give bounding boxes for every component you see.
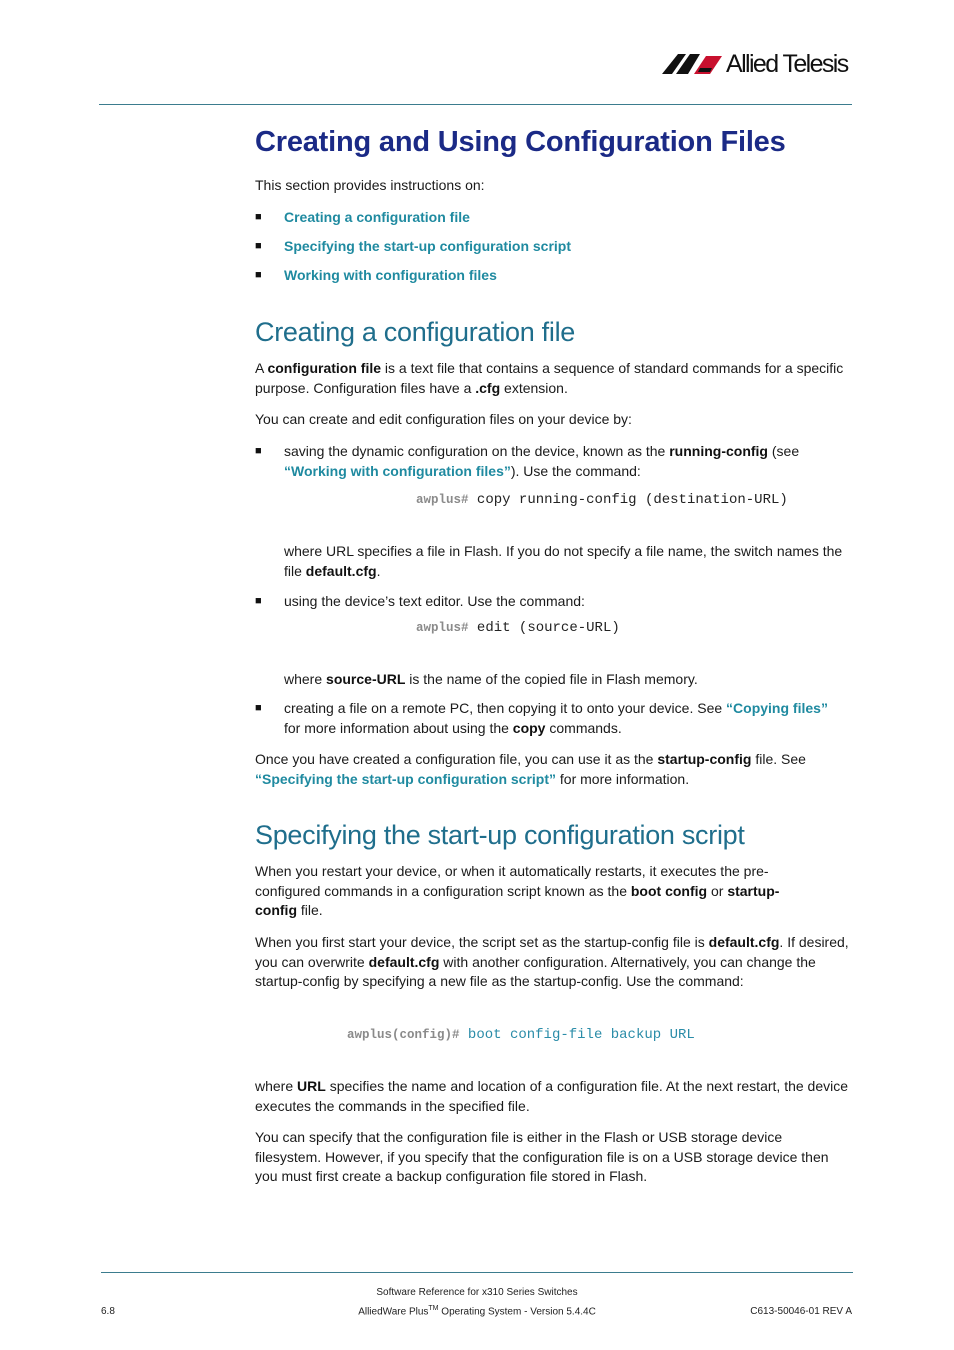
link-working-with-config[interactable]: “Working with configuration files” — [284, 462, 511, 479]
allied-telesis-logo — [660, 50, 855, 80]
footer-title: Software Reference for x310 Series Switches — [376, 1287, 578, 1298]
footer-os-version: AlliedWare Plus™ Operating System - Version 5.4.4C — [358, 1305, 596, 1318]
document-id: C613-50046-01 REV A — [750, 1306, 852, 1317]
logo-text: Allied Telesis — [726, 50, 848, 78]
toc-link-creating[interactable]: Creating a configuration file — [284, 209, 470, 225]
code-copy-running-config: awplus# copy running-config (destination-URL) — [416, 492, 788, 508]
footer-rule — [101, 1272, 853, 1273]
section-heading-creating: Creating a configuration file — [255, 317, 575, 347]
s1-item-2: using the device’s text editor. Use the command: — [284, 593, 585, 609]
s1-paragraph-3: Once you have created a configuration file, you can use it as the startup-config file. See “Specifying the start-up configuration script” for more information. — [255, 751, 806, 787]
s2-paragraph-1: When you restart your device, or when it automatically restarts, it executes the pre-configured commands in a configuration script known as the boot config or startup-config file. — [255, 863, 780, 918]
toc-link-working[interactable]: Working with configuration files — [284, 267, 497, 283]
s2-paragraph-2: When you first start your device, the script set as the startup-config file is default.cfg. If desired, you can overwrite default.cfg with another configuration. Alternatively, you can change the startup-config by specifying a new file as the startup-config. Use the command: — [255, 934, 849, 989]
s1-item-3: creating a file on a remote PC, then copying it to onto your device. See “Copying files” for more information about using the copy commands. — [284, 700, 828, 736]
bullet-icon: ■ — [255, 240, 262, 252]
s2-paragraph-4: You can specify that the configuration file is either in the Flash or USB storage device filesystem. However, if you specify that the configuration file is on a USB storage device then you must first create a backup configuration file stored in Flash. — [255, 1129, 829, 1184]
s1-paragraph-2: You can create and edit configuration files on your device by: — [255, 411, 632, 427]
code-edit: awplus# edit (source-URL) — [416, 620, 620, 636]
page-number: 6.8 — [101, 1306, 115, 1317]
section-heading-specifying: Specifying the start-up configuration script — [255, 820, 745, 850]
s1-where-1: where URL specifies a file in Flash. If you do not specify a file name, the switch names the file default.cfg. — [284, 543, 843, 579]
bullet-icon: ■ — [255, 595, 262, 607]
code-boot-config-file: awplus(config)# boot config-file backup URL — [347, 1027, 695, 1043]
bullet-icon: ■ — [255, 702, 262, 714]
header-rule — [99, 104, 852, 105]
bullet-icon: ■ — [255, 269, 262, 281]
bullet-icon: ■ — [255, 211, 262, 223]
toc-link-specifying[interactable]: Specifying the start-up configuration script — [284, 238, 572, 254]
s2-paragraph-3: where URL specifies the name and location of a configuration file. At the next restart, the device executes the commands in the specified file. — [255, 1078, 849, 1114]
s1-where-2: where source-URL is the name of the copied file in Flash memory. — [284, 671, 698, 687]
s1-paragraph-1: A configuration file is a text file that contains a sequence of standard commands for a specific purpose. Configuration files have a .cfg extension. — [255, 360, 844, 396]
bullet-icon: ■ — [255, 445, 262, 457]
intro-text: This section provides instructions on: — [255, 177, 485, 193]
link-specifying-startup[interactable]: “Specifying the start-up configuration script” — [255, 770, 557, 787]
page-title: Creating and Using Configuration Files — [255, 126, 786, 158]
logo-mark-icon — [660, 52, 724, 76]
s1-item-1: saving the dynamic configuration on the device, known as the running-config (see “Working with configuration files”). Use the command: — [284, 443, 800, 479]
link-copying-files[interactable]: “Copying files” — [726, 700, 828, 716]
